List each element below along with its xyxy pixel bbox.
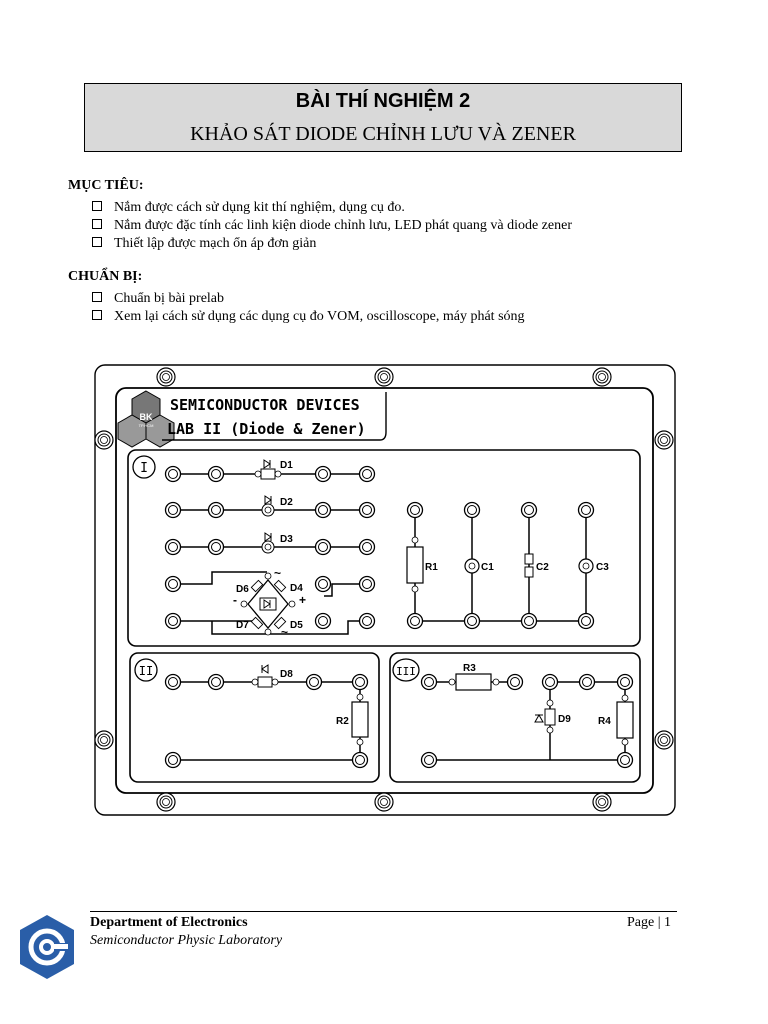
label-plus: + xyxy=(299,593,307,607)
page-number: Page | 1 xyxy=(627,915,672,930)
list-item: Thiết lập được mạch ổn áp đơn giản xyxy=(92,235,572,253)
label-ac-top: ~ xyxy=(274,566,282,580)
resistor-r3-icon xyxy=(449,674,499,690)
checkbox-icon xyxy=(92,219,102,229)
label-minus: - xyxy=(233,593,237,607)
lab-board-diagram xyxy=(94,364,676,816)
label-d6: D6 xyxy=(236,584,249,595)
list-item: Nắm được cách sử dụng kit thí nghiệm, dụng cụ đo. xyxy=(92,199,572,217)
label-r1: R1 xyxy=(425,562,438,573)
label-d1: D1 xyxy=(280,460,293,471)
department-logo-icon xyxy=(18,913,76,981)
label-d8: D8 xyxy=(280,669,293,680)
label-ac-bottom: ~ xyxy=(281,625,289,639)
preparation-heading: CHUẨN BỊ: xyxy=(68,269,143,284)
checkbox-icon xyxy=(92,292,102,302)
board-title: SEMICONDUCTOR DEVICES xyxy=(170,396,360,414)
objectives-list xyxy=(92,199,572,253)
list-item: Nắm được đặc tính các linh kiện diode chỉnh lưu, LED phát quang và diode zener xyxy=(92,217,572,235)
footer-divider xyxy=(90,911,677,912)
label-d9: D9 xyxy=(558,714,571,725)
checkbox-icon xyxy=(92,237,102,247)
label-d4: D4 xyxy=(290,583,303,594)
label-d2: D2 xyxy=(280,497,293,508)
list-item: Xem lại cách sử dụng các dụng cụ đo VOM, oscilloscope, máy phát sóng xyxy=(92,308,525,326)
section-ii-label: II xyxy=(138,664,154,678)
title-box xyxy=(84,83,682,152)
footer-lab: Semiconductor Physic Laboratory xyxy=(90,933,283,948)
label-c1: C1 xyxy=(481,562,494,573)
lab-subtitle: KHẢO SÁT DIODE CHỈNH LƯU VÀ ZENER xyxy=(190,123,576,145)
label-d3: D3 xyxy=(280,534,293,545)
label-c3: C3 xyxy=(596,562,609,573)
label-c2: C2 xyxy=(536,562,549,573)
resistor-r2-icon xyxy=(352,694,368,745)
label-r3: R3 xyxy=(463,663,476,674)
checkbox-icon xyxy=(92,310,102,320)
section-i-label: I xyxy=(140,461,148,476)
list-item: Chuẩn bị bài prelab xyxy=(92,290,525,308)
preparation-list xyxy=(92,290,525,326)
bk-logo-text: BK xyxy=(139,412,153,422)
label-r4: R4 xyxy=(598,716,611,727)
board-subtitle: LAB II (Diode & Zener) xyxy=(167,420,366,438)
objectives-heading: MỤC TIÊU: xyxy=(68,178,144,193)
section-iii-label: III xyxy=(396,665,416,678)
lab-title: BÀI THÍ NGHIỆM 2 xyxy=(295,90,471,112)
resistor-r4-icon xyxy=(617,695,633,745)
label-r2: R2 xyxy=(336,716,349,727)
capacitor-c3-icon xyxy=(579,559,593,573)
label-d7: D7 xyxy=(236,620,249,631)
capacitor-c1-icon xyxy=(465,559,479,573)
footer-department: Department of Electronics xyxy=(90,915,248,930)
label-d5: D5 xyxy=(290,620,303,631)
checkbox-icon xyxy=(92,201,102,211)
bk-logo-subtext: TP.HCM xyxy=(138,423,154,428)
